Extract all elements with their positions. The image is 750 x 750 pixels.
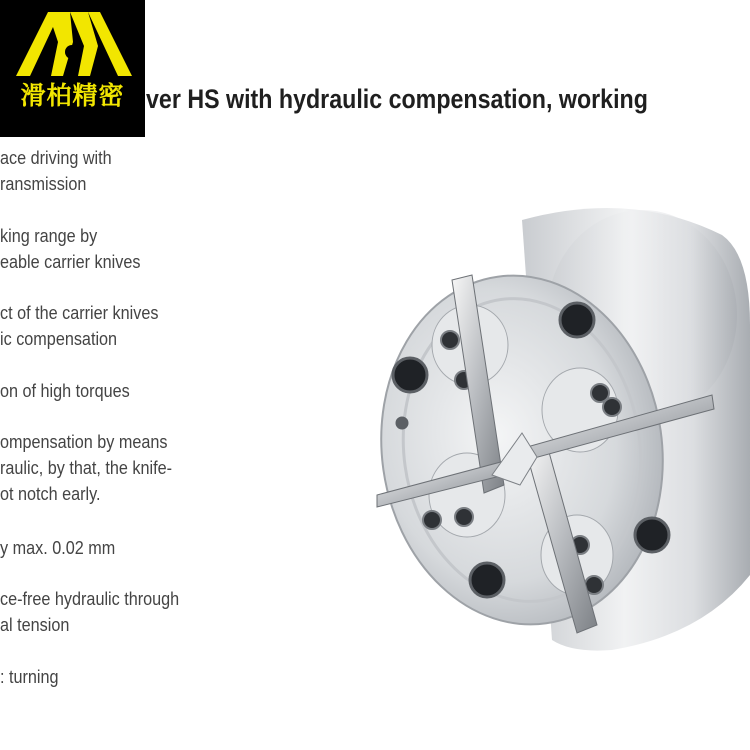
feature-line: y max. 0.02 mm xyxy=(0,538,116,558)
page-title: ver HS with hydraulic compensation, working xyxy=(146,84,648,114)
product-image xyxy=(372,195,750,655)
feature-line: eable carrier knives xyxy=(0,252,141,272)
feature-line: ot notch early. xyxy=(0,484,101,504)
feature-item xyxy=(0,223,140,275)
logo-text: 滑柏精密 xyxy=(20,81,125,110)
feature-line: king range by xyxy=(0,226,98,246)
feature-line: ace driving with xyxy=(0,148,112,168)
feature-item xyxy=(0,586,179,638)
feature-line: : turning xyxy=(0,667,59,687)
logo-mark-icon xyxy=(8,6,138,78)
feature-item xyxy=(0,535,115,561)
feature-item xyxy=(0,429,172,507)
feature-line: ct of the carrier knives xyxy=(0,303,159,323)
feature-line: ransmission xyxy=(0,174,87,194)
face-driver-illustration xyxy=(372,195,750,655)
feature-item xyxy=(0,664,59,690)
feature-line: ic compensation xyxy=(0,329,118,349)
feature-line: al tension xyxy=(0,615,70,635)
feature-line: raulic, by that, the knife- xyxy=(0,458,172,478)
feature-item xyxy=(0,300,158,352)
feature-line: ompensation by means xyxy=(0,432,168,452)
feature-item xyxy=(0,378,130,404)
feature-line: on of high torques xyxy=(0,381,130,401)
feature-item xyxy=(0,145,112,197)
brand-logo xyxy=(0,0,145,137)
feature-line: ce-free hydraulic through xyxy=(0,589,180,609)
